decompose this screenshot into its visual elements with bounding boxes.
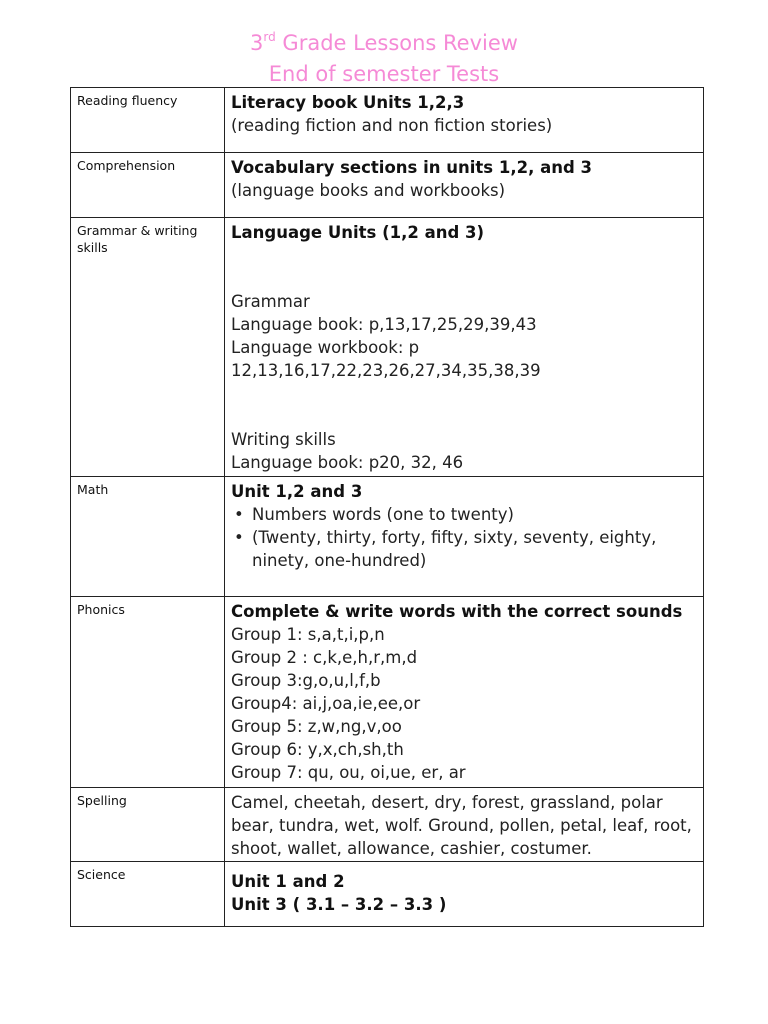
math-bullet: • (Twenty, thirty, forty, fifty, sixty, seventy, eighty, ninety, one-hundred) (252, 526, 703, 572)
title-ordinal-suffix: rd (263, 30, 276, 44)
phonics-group: Group 7: qu, ou, oi,ue, er, ar (231, 763, 466, 782)
title-ordinal: 3 (250, 31, 264, 55)
phonics-group: Group 5: z,w,ng,v,oo (231, 717, 402, 736)
subject-science: Science (71, 862, 225, 927)
subject-phonics: Phonics (71, 597, 225, 788)
spacer (231, 382, 703, 428)
title-line-2: End of semester Tests (268, 62, 500, 86)
subject-math: Math (71, 477, 225, 597)
row-phonics (71, 597, 704, 788)
row-math (71, 477, 704, 597)
content-science (225, 862, 704, 927)
reading-detail: (reading fiction and non fiction stories) (231, 116, 553, 135)
math-bullet: • Numbers words (one to twenty) (252, 503, 703, 526)
comprehension-detail: (language books and workbooks) (231, 181, 506, 200)
row-science (71, 862, 704, 927)
grammar-label: Grammar (231, 292, 310, 311)
phonics-group: Group4: ai,j,oa,ie,ee,or (231, 694, 421, 713)
subject-spelling: Spelling (71, 788, 225, 862)
reading-heading: Literacy book Units 1,2,3 (231, 93, 465, 112)
row-reading-fluency (71, 88, 704, 153)
row-grammar-writing (71, 218, 704, 477)
writing-skills-pages: Language book: p20, 32, 46 (231, 453, 464, 472)
science-line-1: Unit 1 and 2 (231, 872, 345, 891)
subject-reading-fluency: Reading fluency (71, 88, 225, 153)
math-bullet-list (231, 503, 703, 572)
grammar-workbook-line-1: Language workbook: p (231, 338, 420, 357)
science-line-2: Unit 3 ( 3.1 – 3.2 – 3.3 ) (231, 895, 447, 914)
grammar-language-book: Language book: p,13,17,25,29,39,43 (231, 315, 537, 334)
phonics-heading: Complete & write words with the correct sounds (231, 602, 683, 621)
title-line-1-text: Grade Lessons Review (275, 31, 518, 55)
row-spelling (71, 788, 704, 862)
content-spelling (225, 788, 704, 862)
row-comprehension (71, 153, 704, 218)
grammar-workbook-line-2: 12,13,16,17,22,23,26,27,34,35,38,39 (231, 361, 541, 380)
document-title (0, 22, 768, 90)
content-comprehension (225, 153, 704, 218)
phonics-group: Group 1: s,a,t,i,p,n (231, 625, 385, 644)
content-math (225, 477, 704, 597)
phonics-group: Group 2 : c,k,e,h,r,m,d (231, 648, 418, 667)
content-phonics (225, 597, 704, 788)
writing-skills-label: Writing skills (231, 430, 336, 449)
comprehension-heading: Vocabulary sections in units 1,2, and 3 (231, 158, 592, 177)
math-heading: Unit 1,2 and 3 (231, 482, 363, 501)
phonics-group: Group 3:g,o,u,l,f,b (231, 671, 381, 690)
subject-grammar-writing: Grammar & writing skills (71, 218, 225, 477)
content-grammar-writing (225, 218, 704, 477)
subject-comprehension: Comprehension (71, 153, 225, 218)
title-line-1 (0, 22, 768, 59)
content-reading-fluency (225, 88, 704, 153)
lessons-table (70, 87, 704, 927)
spelling-words: Camel, cheetah, desert, dry, forest, grassland, polar bear, tundra, wet, wolf. Ground, pollen, petal, leaf, root, shoot, wallet, allowance, cashier, costumer. (231, 793, 692, 858)
spacer (231, 244, 703, 290)
phonics-group: Group 6: y,x,ch,sh,th (231, 740, 404, 759)
grammar-heading: Language Units (1,2 and 3) (231, 223, 485, 242)
